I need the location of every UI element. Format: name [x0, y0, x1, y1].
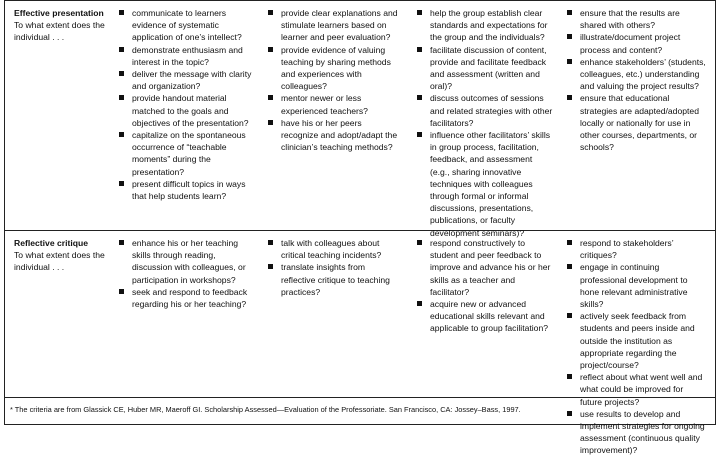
- criterion-item: ensure that educational strategies are adapted/adopted locally or nationally for use in other courses, departments, or schools?: [567, 92, 707, 153]
- row-divider: [4, 230, 716, 231]
- criterion-item: demonstrate enthusiasm and interest in the topic?: [119, 44, 252, 68]
- criterion-item: engage in continuing professional development to hone relevant administrative skills?: [567, 261, 707, 310]
- row-label: [14, 237, 116, 274]
- criterion-item: ensure that the results are shared with others?: [567, 7, 707, 31]
- criterion-item: respond to stakeholders’ critiques?: [567, 237, 707, 261]
- criterion-item: translate insights from reflective critique to teaching practices?: [268, 261, 401, 298]
- criteria-column-1: [119, 237, 252, 310]
- criterion-item: talk with colleagues about critical teaching incidents?: [268, 237, 401, 261]
- criterion-item: capitalize on the spontaneous occurrence of “teachable moments” during the presentation?: [119, 129, 252, 178]
- criterion-item: respond constructively to student and peer feedback to improve and advance his or her skills as a teacher and facilitator?: [417, 237, 554, 298]
- criterion-item: use results to develop and implement strategies for ongoing assessment (continuous quality improvement)?: [567, 408, 707, 457]
- criteria-column-4: [567, 237, 707, 457]
- criterion-item: provide handout material matched to the goals and objectives of the presentation?: [119, 92, 252, 129]
- criteria-column-2: [268, 237, 401, 298]
- criterion-item: communicate to learners evidence of systematic application of one’s intellect?: [119, 7, 252, 44]
- criterion-item: mentor newer or less experienced teachers?: [268, 92, 401, 116]
- criterion-item: help the group establish clear standards and expectations for the group and the individuals?: [417, 7, 554, 44]
- criteria-column-1: [119, 7, 252, 202]
- criterion-item: deliver the message with clarity and organization?: [119, 68, 252, 92]
- row-subtitle: To what extent does the individual . . .: [14, 20, 105, 43]
- row-title: Effective presentation: [14, 8, 104, 18]
- criterion-item: acquire new or advanced educational skills relevant and applicable to group facilitation?: [417, 298, 554, 335]
- criteria-column-2: [268, 7, 401, 153]
- criterion-item: enhance his or her teaching skills through reading, discussion with colleagues, or participation in workshops?: [119, 237, 252, 286]
- criterion-item: seek and respond to feedback regarding his or her teaching?: [119, 286, 252, 310]
- criterion-item: have his or her peers recognize and adopt/adapt the clinician’s teaching methods?: [268, 117, 401, 154]
- criterion-item: discuss outcomes of sessions and related strategies with other facilitators?: [417, 92, 554, 129]
- criteria-column-4: [567, 7, 707, 153]
- criterion-item: illustrate/document project process and content?: [567, 31, 707, 55]
- footnote: * The criteria are from Glassick CE, Huber MR, Maeroff GI. Scholarship Assessed—Evaluation of the Professoriate. San Francisco, CA: Jossey–Bass, 1997.: [10, 405, 521, 414]
- criteria-column-3: [417, 7, 554, 239]
- criterion-item: enhance stakeholders’ (students, colleagues, etc.) understanding and valuing the project results?: [567, 56, 707, 93]
- criterion-item: reflect about what went well and what could be improved for future projects?: [567, 371, 707, 408]
- row-subtitle: To what extent does the individual . . .: [14, 250, 105, 273]
- criteria-column-3: [417, 237, 554, 335]
- criterion-item: actively seek feedback from students and peers inside and outside the institution as appropriate regarding the project/course?: [567, 310, 707, 371]
- row-title: Reflective critique: [14, 238, 89, 248]
- criterion-item: provide clear explanations and stimulate learners based on learner and peer evaluation?: [268, 7, 401, 44]
- criterion-item: provide evidence of valuing teaching by sharing methods and experiences with colleagues?: [268, 44, 401, 93]
- criterion-item: influence other facilitators’ skills in group process, facilitation, feedback, and assessment (e.g., sharing innovative techniques with colleagues through formal or informal discussions, presentations, publications, or faculty development seminars)?: [417, 129, 554, 239]
- criterion-item: present difficult topics in ways that help students learn?: [119, 178, 252, 202]
- row-label: [14, 7, 116, 44]
- criterion-item: facilitate discussion of content, provide and facilitate feedback and assessment (written and oral)?: [417, 44, 554, 93]
